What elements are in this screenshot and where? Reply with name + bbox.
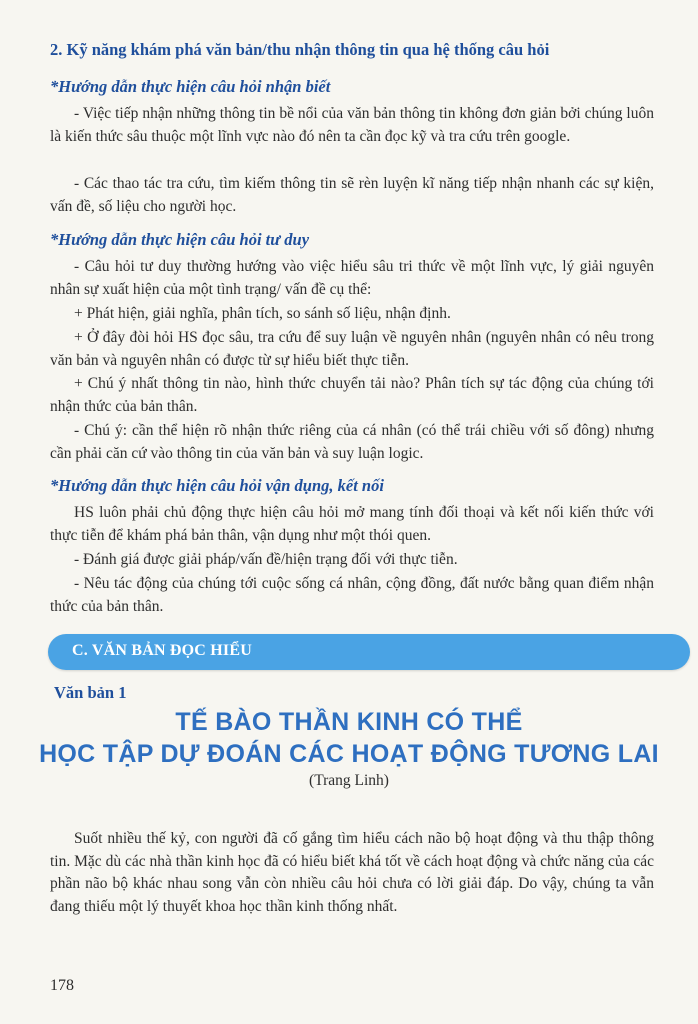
application-paragraph-1: HS luôn phải chủ động thực hiện câu hỏi mở mang tính đối thoại và kết nối kiến thức với thực tiễn để khám phá bản thân, vận dụng như một thói quen. — [50, 504, 654, 544]
section-banner — [48, 634, 690, 670]
thinking-paragraph-4: + Chú ý nhất thông tin nào, hình thức chuyển tải nào? Phân tích sự tác động của chúng tới nhận thức của bản thân. — [50, 375, 654, 415]
recognition-paragraph-2: - Các thao tác tra cứu, tìm kiếm thông tin sẽ rèn luyện kĩ năng tiếp nhận nhanh các sự kiện, vấn đề, số liệu cho người học. — [50, 175, 654, 215]
application-paragraph-3: - Nêu tác động của chúng tới cuộc sống cá nhân, cộng đồng, đất nước bằng quan điểm nhận thức của bản thân. — [50, 575, 654, 615]
text-label: Văn bản 1 — [54, 683, 127, 702]
article-title-line-2: HỌC TẬP DỰ ĐOÁN CÁC HOẠT ĐỘNG TƯƠNG LAI — [39, 740, 659, 768]
thinking-paragraph-2: + Phát hiện, giải nghĩa, phân tích, so sánh số liệu, nhận định. — [74, 305, 451, 322]
application-heading: *Hướng dẫn thực hiện câu hỏi vận dụng, kết nối — [50, 476, 384, 495]
thinking-paragraph-1: - Câu hỏi tư duy thường hướng vào việc hiểu sâu tri thức về một lĩnh vực, lý giải nguyên nhân sự xuất hiện của một tình trạng/ vấn đề cụ thể: — [50, 258, 654, 298]
thinking-paragraph-3: + Ở đây đòi hỏi HS đọc sâu, tra cứu để suy luận về nguyên nhân (nguyên nhân có nêu trong văn bản và nguyên nhân có được từ sự hiểu biết thực tiễn. — [50, 329, 654, 369]
page-number: 178 — [50, 977, 74, 994]
thinking-heading: *Hướng dẫn thực hiện câu hỏi tư duy — [50, 230, 310, 249]
thinking-paragraph-5: - Chú ý: cần thể hiện rõ nhận thức riêng của cá nhân (có thể trái chiều với số đông) nhưng cần phải căn cứ vào thông tin của văn bản và suy luận logic. — [50, 422, 654, 462]
application-paragraph-2: - Đánh giá được giải pháp/vấn đề/hiện trạng đối với thực tiễn. — [74, 551, 458, 568]
recognition-paragraph-1: - Việc tiếp nhận những thông tin bề nổi của văn bản thông tin không đơn giản bởi chúng luôn là kiến thức sâu thuộc một lĩnh vực nào đó nên ta cần đọc kỹ và tra cứu trên google. — [50, 105, 654, 145]
recognition-heading: *Hướng dẫn thực hiện câu hỏi nhận biết — [50, 77, 331, 96]
article-title-line-1: TẾ BÀO THẦN KINH CÓ THỂ — [175, 708, 523, 736]
section-heading: 2. Kỹ năng khám phá văn bản/thu nhận thông tin qua hệ thống câu hỏi — [50, 40, 550, 59]
article-body: Suốt nhiều thế kỷ, con người đã cố gắng tìm hiểu cách não bộ hoạt động và thu thập thông tin. Mặc dù các nhà thần kinh học đã có hiểu biết khá tốt về cách hoạt động và chức năng của các phần não bộ khác nhau song vẫn còn nhiều câu hỏi chưa có lời giải đáp. Do vậy, chúng ta vẫn đang thiếu một lý thuyết khoa học thần kinh thống nhất. — [50, 830, 654, 915]
article-author: (Trang Linh) — [309, 772, 389, 789]
section-banner-label: C. VĂN BẢN ĐỌC HIỂU — [72, 642, 252, 659]
